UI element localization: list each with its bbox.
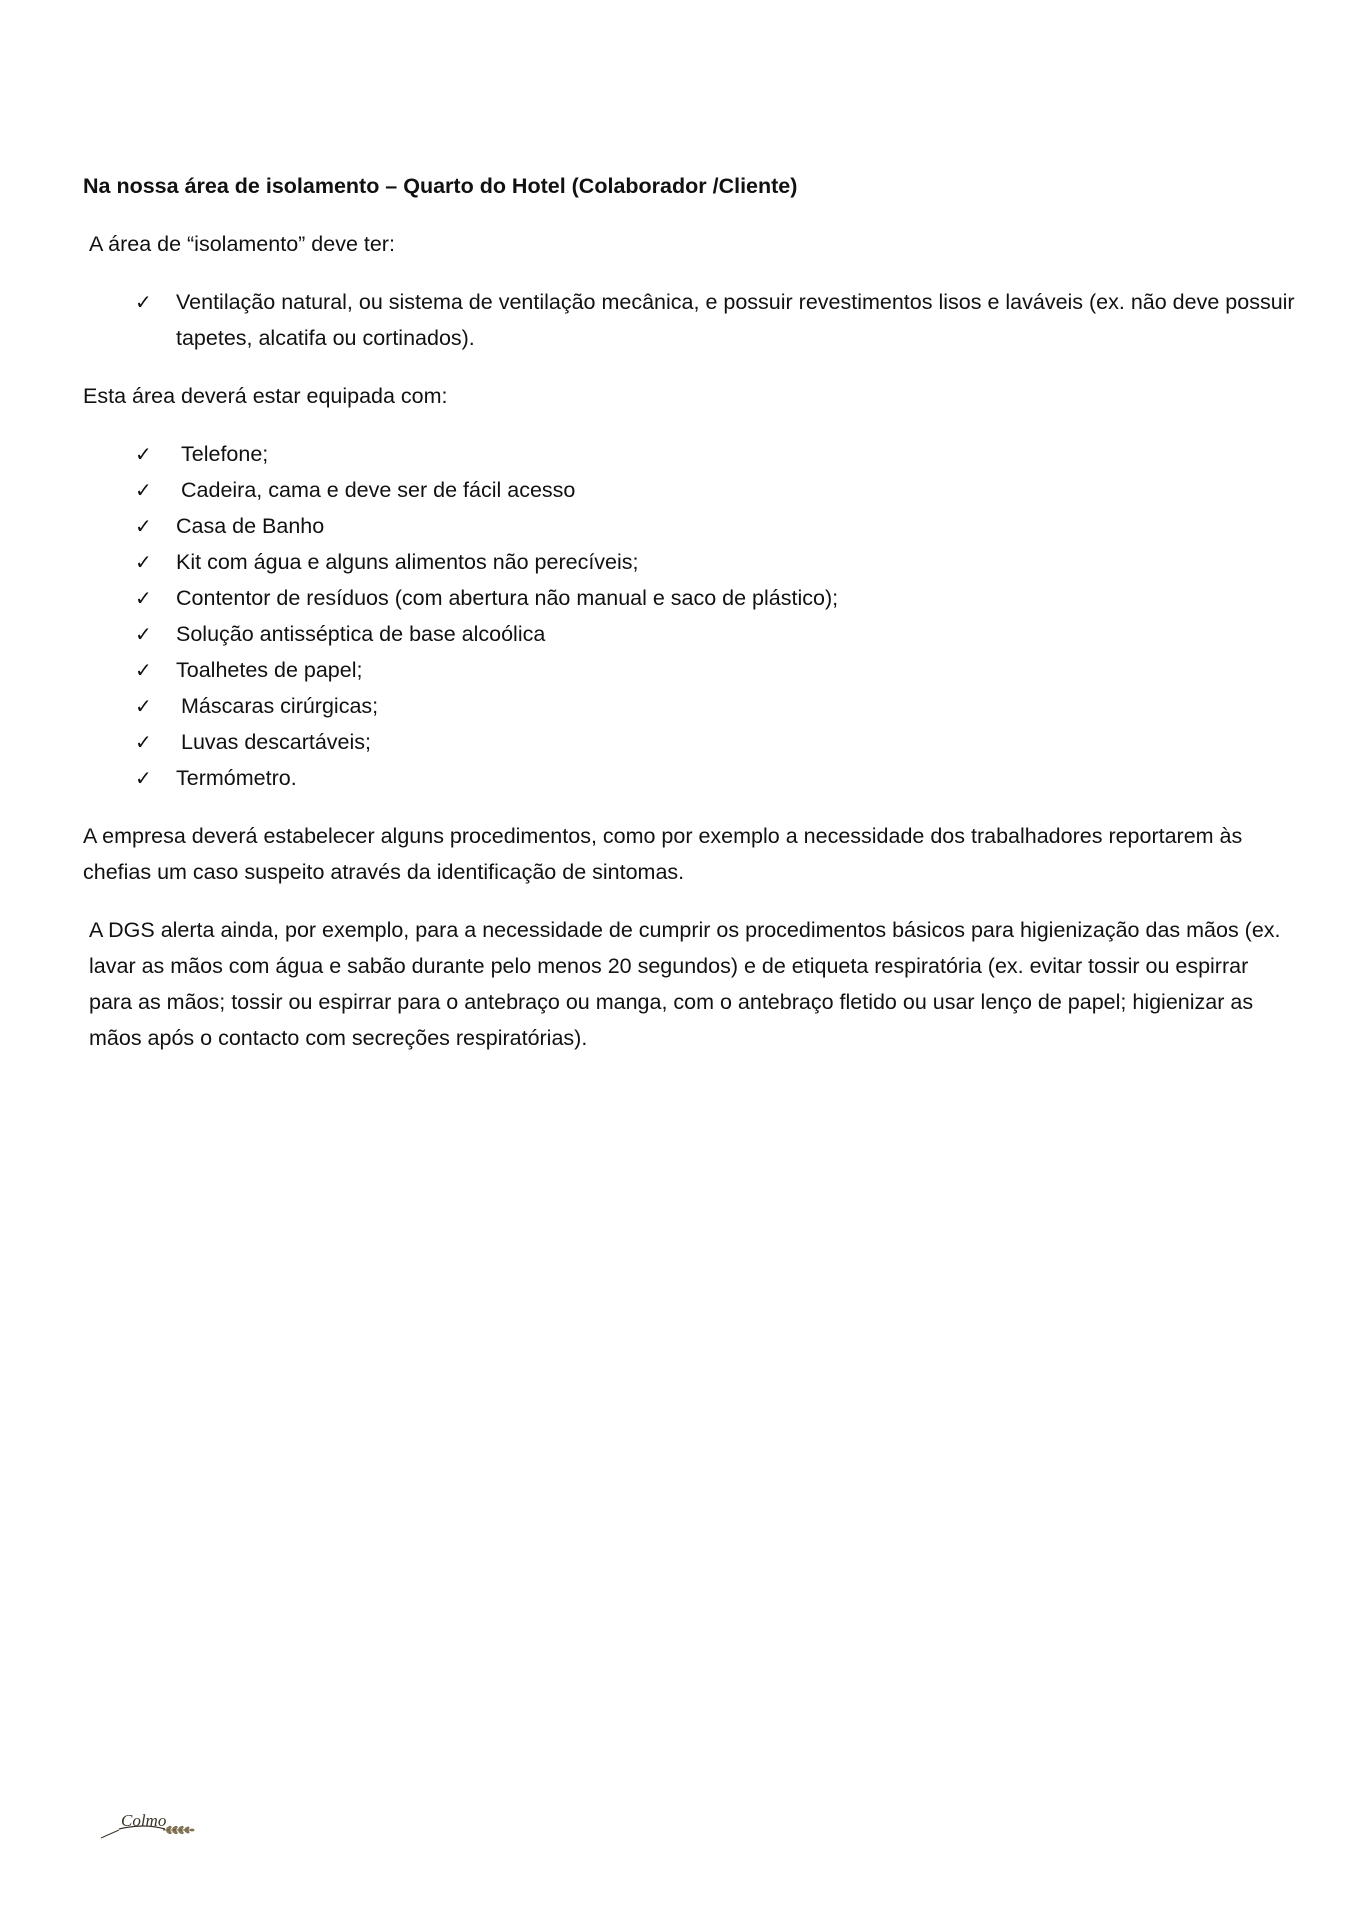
checkmark-icon: ✓ bbox=[135, 586, 152, 610]
equipment-intro: Esta área deverá estar equipada com: bbox=[83, 384, 448, 408]
list-item bbox=[83, 544, 1283, 580]
list-item-text: Máscaras cirúrgicas; bbox=[181, 694, 379, 718]
checkmark-icon: ✓ bbox=[135, 442, 152, 466]
list-item-text: Contentor de resíduos (com abertura não manual e saco de plástico); bbox=[176, 586, 839, 610]
list-item bbox=[83, 616, 1283, 652]
checkmark-icon: ✓ bbox=[135, 478, 152, 502]
checkmark-icon: ✓ bbox=[135, 730, 152, 754]
equipment-list bbox=[83, 436, 1283, 796]
list-item bbox=[83, 580, 1283, 616]
list-item bbox=[83, 436, 1283, 472]
list-item-text: Solução antisséptica de base alcoólica bbox=[176, 622, 546, 646]
requirements-list bbox=[83, 284, 1295, 356]
checkmark-icon: ✓ bbox=[135, 550, 152, 574]
list-item-text: Termómetro. bbox=[176, 766, 297, 790]
wheat-icon bbox=[163, 1826, 194, 1835]
checkmark-icon: ✓ bbox=[135, 694, 152, 718]
dgs-paragraph: A DGS alerta ainda, por exemplo, para a necessidade de cumprir os procedimentos básicos para higienização das mãos (ex. lavar as mãos com água e sabão durante pelo menos 20 segundos) e de etiqueta respiratória (ex. evitar tossir ou espirrar para as mãos; tossir ou espirrar para o antebraço ou manga, com o antebraço fletido ou usar lenço de papel; higienizar as mãos após o contacto com secreções respiratórias). bbox=[89, 918, 1281, 1050]
colmo-logo bbox=[99, 1808, 199, 1844]
list-item-text: Toalhetes de papel; bbox=[176, 658, 363, 682]
checkmark-icon: ✓ bbox=[135, 622, 152, 646]
list-item bbox=[83, 284, 1326, 356]
procedures-paragraph: A empresa deverá estabelecer alguns procedimentos, como por exemplo a necessidade dos trabalhadores reportarem às chefias um caso suspeito através da identificação de sintomas. bbox=[83, 824, 1243, 884]
list-item-text: Kit com água e alguns alimentos não perecíveis; bbox=[176, 550, 639, 574]
checkmark-icon: ✓ bbox=[135, 290, 152, 314]
document-content bbox=[83, 168, 1295, 1078]
list-item bbox=[83, 688, 1283, 724]
logo-text: Colmo bbox=[121, 1811, 167, 1830]
checkmark-icon: ✓ bbox=[135, 514, 152, 538]
list-item-text: Casa de Banho bbox=[176, 514, 325, 538]
list-item-text: Ventilação natural, ou sistema de ventilação mecânica, e possuir revestimentos lisos e laváveis (ex. não deve possuir tapetes, alcatifa ou cortinados). bbox=[176, 290, 1295, 350]
list-item-text: Cadeira, cama e deve ser de fácil acesso bbox=[181, 478, 576, 502]
list-item bbox=[83, 724, 1283, 760]
checkmark-icon: ✓ bbox=[135, 658, 152, 682]
checkmark-icon: ✓ bbox=[135, 766, 152, 790]
list-item bbox=[83, 760, 1283, 796]
list-item bbox=[83, 508, 1283, 544]
list-item bbox=[83, 472, 1283, 508]
list-item-text: Luvas descartáveis; bbox=[181, 730, 372, 754]
page-title: Na nossa área de isolamento – Quarto do Hotel (Colaborador /Cliente) bbox=[83, 174, 798, 198]
list-item-text: Telefone; bbox=[181, 442, 269, 466]
intro-text: A área de “isolamento” deve ter: bbox=[89, 232, 395, 256]
list-item bbox=[83, 652, 1283, 688]
footer-logo bbox=[99, 1808, 199, 1844]
